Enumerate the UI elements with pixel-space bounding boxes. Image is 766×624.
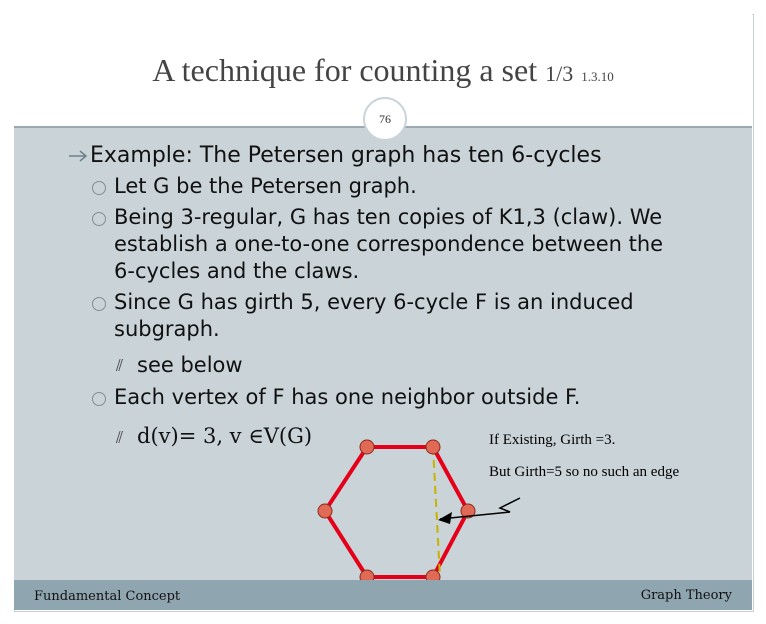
item-4-sub: see below	[137, 353, 243, 377]
main-bullet-text: Example: The Petersen graph has ten 6-cycles	[90, 143, 602, 168]
item-3-line1: Since G has girth 5, every 6-cycle F is an induced	[114, 290, 634, 314]
arrow-line	[440, 498, 520, 519]
vertex	[318, 504, 332, 518]
hexagon-cycle	[325, 447, 468, 577]
footer-left: Fundamental Concept	[34, 589, 181, 604]
item-2-line1: Being 3-regular, G has ten copies of K1,3 (claw). We	[114, 205, 663, 229]
hexagon-diagram	[300, 430, 560, 590]
slide-title	[14, 52, 752, 89]
vertex	[426, 440, 440, 454]
annotation-existing: If Existing, Girth =3.	[489, 432, 616, 448]
sub-bullet-icon	[92, 297, 106, 311]
arrow-bullet-icon: ⫽	[116, 356, 124, 375]
sub-bullet-icon	[92, 212, 106, 226]
item-3-line2: subgraph.	[114, 317, 220, 341]
annotation-girth: But Girth=5 so no such an edge	[489, 464, 680, 480]
item-2-line2: establish a one-to-one correspondence between the	[114, 232, 664, 256]
item-5-line1: Each vertex of F has one neighbor outside F.	[114, 385, 581, 409]
vertex	[360, 440, 374, 454]
sub-bullet-icon	[92, 392, 106, 406]
item-2-line3: 6-cycles and the claws.	[114, 259, 360, 283]
title-fraction: 1/3	[545, 61, 574, 86]
item-1-line1: Let G be the Petersen graph.	[114, 174, 417, 198]
page-number: 76	[363, 97, 407, 141]
arrow-bullet-icon: ⫽	[116, 428, 124, 447]
title-main: A technique for counting a set	[152, 52, 538, 88]
item-6-sub: d(v)= 3, v ∈V(G)	[137, 424, 313, 448]
sub-bullet-icon	[92, 181, 106, 195]
title-ref: 1.3.10	[581, 69, 614, 84]
main-bullet-icon	[68, 150, 88, 162]
hypothetical-edge	[433, 447, 440, 577]
arrow-head-icon	[438, 512, 452, 524]
footer-right: Graph Theory	[640, 588, 732, 603]
